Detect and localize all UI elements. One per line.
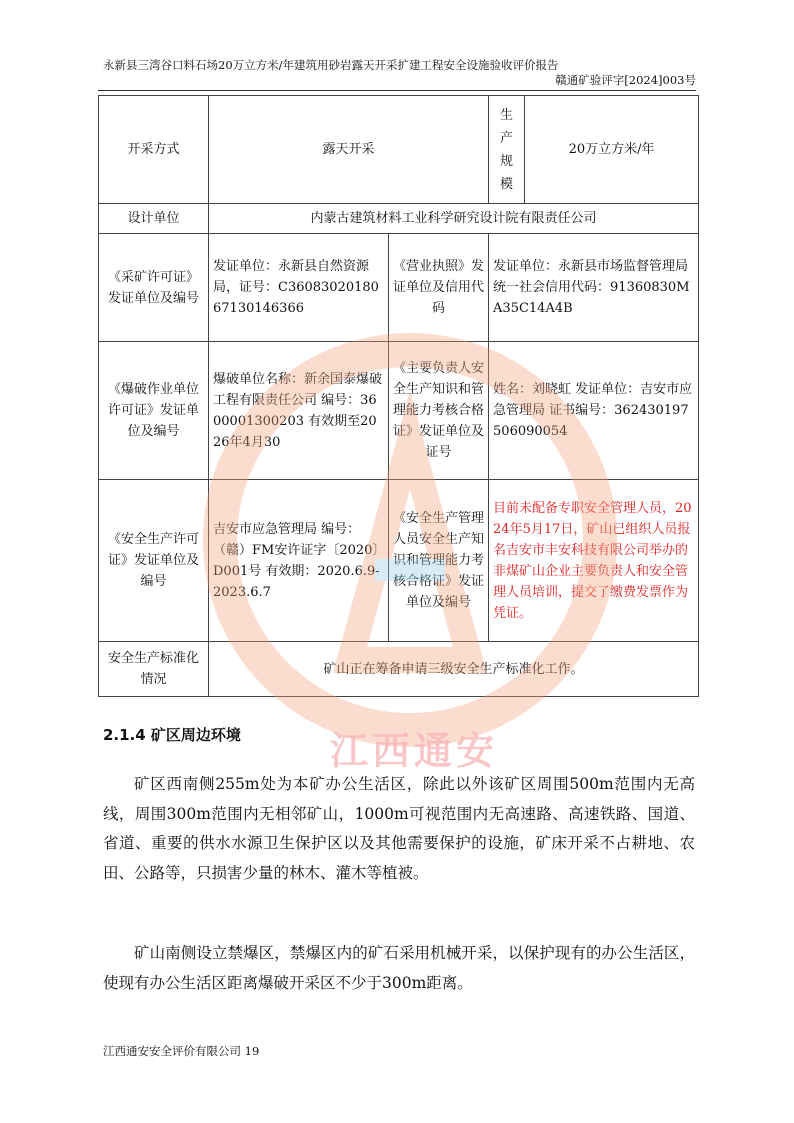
table-row bbox=[99, 642, 699, 697]
body-paragraph: 矿山南侧设立禁爆区，禁爆区内的矿石采用机械开采，以保护现有的办公生活区，使现有办公生活区距离爆破开采区不少于300m距离。 bbox=[103, 944, 695, 992]
section-heading: 2.1.4 矿区周边环境 bbox=[103, 726, 241, 744]
standardization-label: 安全生产标准化情况 bbox=[99, 642, 209, 697]
mining-license-value: 发证单位：永新县自然资源局，证号：C3608302018067130146366 bbox=[209, 234, 389, 342]
table-row bbox=[99, 96, 699, 204]
safety-manager-certificate-label: 《安全生产管理人员安全生产知识和管理能力考核合格证》发证单位及编号 bbox=[389, 480, 489, 642]
mining-method-label: 开采方式 bbox=[99, 96, 209, 204]
mine-info-table bbox=[98, 95, 699, 697]
principal-certificate-label: 《主要负责人安全生产知识和管理能力考核合格证》发证单位及证号 bbox=[389, 342, 489, 480]
watermark-text: 江西通安 bbox=[330, 729, 499, 773]
safety-manager-certificate-value: 目前未配备专职安全管理人员，2024年5月17日，矿山已组织人员报名吉安市丰安科技有限公司举办的非煤矿山企业主要负责人和安全管理人员培训，提交了缴费发票作为凭证。 bbox=[489, 480, 699, 642]
blasting-license-label: 《爆破作业单位许可证》发证单位及编号 bbox=[99, 342, 209, 480]
production-scale-value: 20万立方米/年 bbox=[525, 96, 699, 204]
safety-license-label: 《安全生产许可证》发证单位及编号 bbox=[99, 480, 209, 642]
blasting-license-value: 爆破单位名称：新余国泰爆破工程有限责任公司 编号：3600001300203 有效期至2026年4月30 bbox=[209, 342, 389, 480]
mining-method-value: 露天开采 bbox=[209, 96, 489, 204]
production-scale-label: 生 产 规 模 bbox=[489, 96, 525, 204]
design-unit-label: 设计单位 bbox=[99, 204, 209, 234]
safety-license-value: 吉安市应急管理局 编号：（赣）FM安许证字〔2020〕D001号 有效期：2020.6.9-2023.6.7 bbox=[209, 480, 389, 642]
body-paragraph: 矿区西南侧255m处为本矿办公生活区，除此以外该矿区周围500m范围内无高线，周围300m范围内无相邻矿山，1000m可视范围内无高速路、高速铁路、国道、省道、重要的供水水源卫生保护区以及其他需要保护的设施，矿床开采不占耕地、农田、公路等，只损害少量的林木、灌木等植被。 bbox=[103, 775, 695, 882]
business-license-label: 《营业执照》发证单位及信用代码 bbox=[389, 234, 489, 342]
table-row bbox=[99, 342, 699, 480]
mining-license-label: 《采矿许可证》发证单位及编号 bbox=[99, 234, 209, 342]
table-row bbox=[99, 204, 699, 234]
standardization-value: 矿山正在筹备申请三级安全生产标准化工作。 bbox=[209, 642, 699, 697]
header-divider bbox=[98, 90, 696, 91]
report-title: 永新县三湾谷口料石场20万立方米/年建筑用砂岩露天开采扩建工程安全设施验收评价报告 bbox=[103, 58, 559, 72]
page-footer: 江西通安安全评价有限公司 19 bbox=[103, 1044, 260, 1058]
design-unit-value: 内蒙古建筑材料工业科学研究设计院有限责任公司 bbox=[209, 204, 699, 234]
principal-certificate-value: 姓名：刘晓虹 发证单位：吉安市应急管理局 证书编号：362430197506090054 bbox=[489, 342, 699, 480]
table-row bbox=[99, 480, 699, 642]
table-row bbox=[99, 234, 699, 342]
business-license-value: 发证单位：永新县市场监督管理局 统一社会信用代码：91360830MA35C14A4B bbox=[489, 234, 699, 342]
report-code: 赣通矿验评字[2024]003号 bbox=[555, 73, 696, 87]
